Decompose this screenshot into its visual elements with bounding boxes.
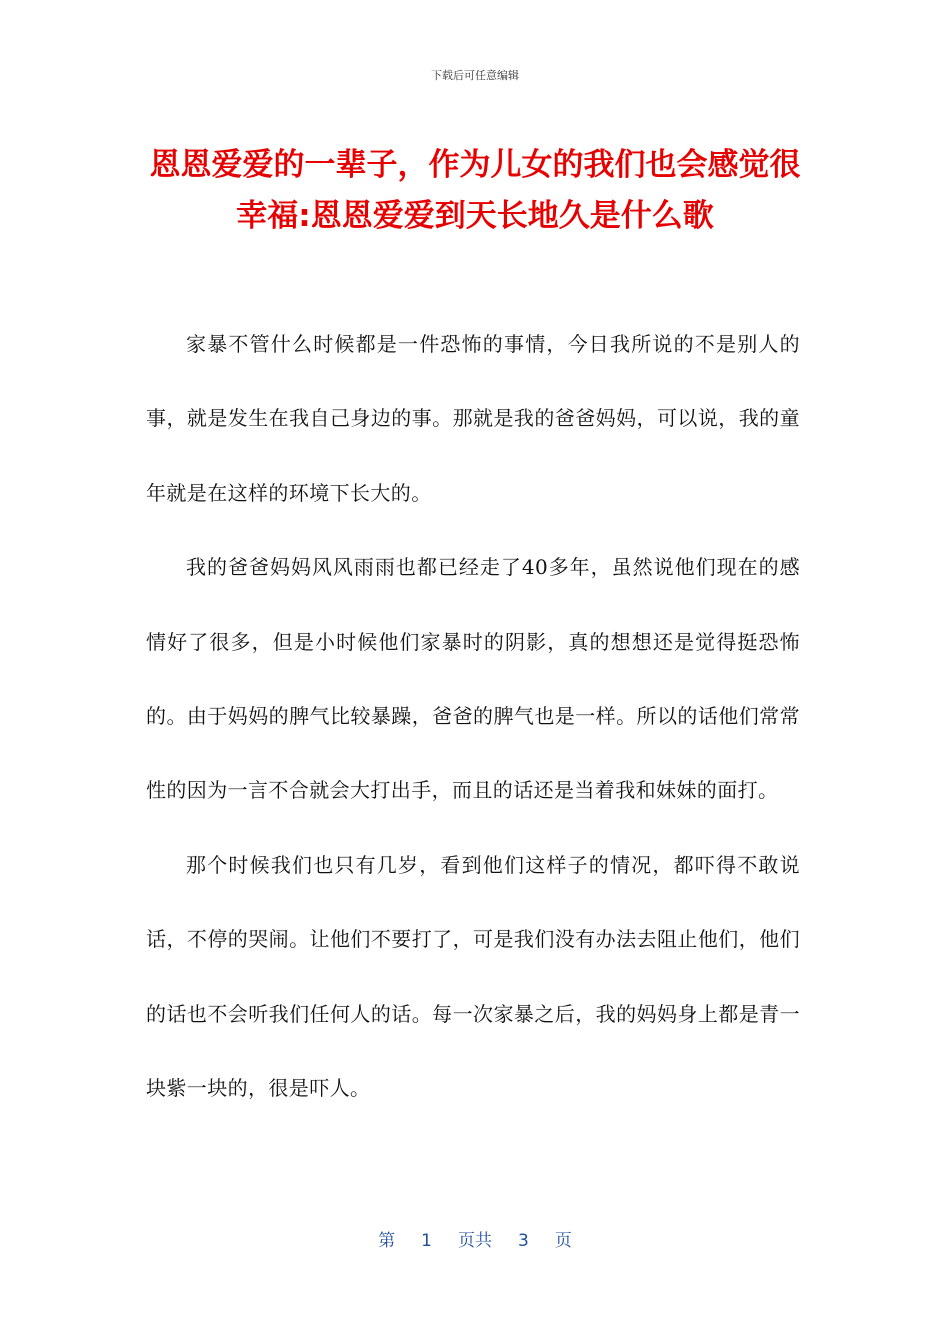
footer-middle: 页共 <box>458 1231 492 1251</box>
footer-suffix: 页 <box>554 1231 572 1251</box>
footer-total-pages: 3 <box>518 1231 529 1251</box>
paragraph-2: 我的爸爸妈妈风风雨雨也都已经走了40多年，虽然说他们现在的感情好了很多，但是小时候他们家暴时的阴影，真的想想还是觉得挺恐怖的。由于妈妈的脾气比较暴躁，爸爸的脾气也是一样。所以的话他们常常性的因为一言不合就会大打出手，而且的话还是当着我和妹妹的面打。 <box>146 555 800 803</box>
document-body <box>146 307 800 1125</box>
header-note: 下载后可任意编辑 <box>431 69 519 82</box>
document-title: 恩恩爱爱的一辈子，作为儿女的我们也会感觉很幸福:恩恩爱爱到天长地久是什么歌 <box>149 147 801 234</box>
page-footer <box>0 1226 950 1251</box>
paragraph-1: 家暴不管什么时候都是一件恐怖的事情，今日我所说的不是别人的事，就是发生在我自己身边的事。那就是我的爸爸妈妈，可以说，我的童年就是在这样的环境下长大的。 <box>146 332 800 505</box>
footer-prefix: 第 <box>378 1231 396 1251</box>
footer-page-number: 1 <box>421 1231 432 1251</box>
paragraph-3: 那个时候我们也只有几岁，看到他们这样子的情况，都吓得不敢说话，不停的哭闹。让他们不要打了，可是我们没有办法去阻止他们，他们的话也不会听我们任何人的话。每一次家暴之后，我的妈妈身上都是青一块紫一块的，很是吓人。 <box>146 852 800 1101</box>
